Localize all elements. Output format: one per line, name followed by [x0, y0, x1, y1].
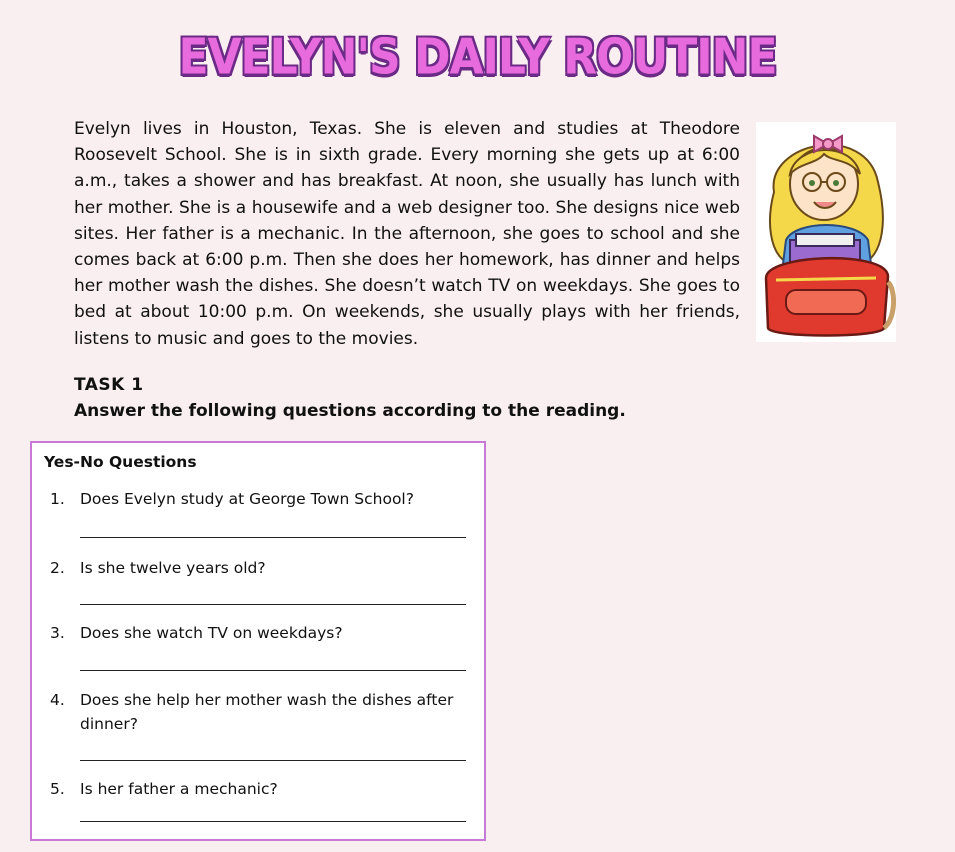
question-number: 4.: [50, 691, 65, 709]
answer-line[interactable]: [80, 537, 466, 538]
question-text: Is she twelve years old?: [80, 559, 266, 577]
question-text: Does Evelyn study at George Town School?: [80, 490, 414, 508]
reading-passage: Evelyn lives in Houston, Texas. She is eleven and studies at Theodore Roosevelt School. She is in sixth grade. Every morning she gets up at 6:00 a.m., takes a shower and has breakfast. At noon, she usually has lunch with her mother. She is a housewife and a web designer too. She designs nice web sites. Her father is a mechanic. In the afternoon, she goes to school and she comes back at 6:00 p.m. Then she does her homework, has dinner and helps her mother wash the dishes. She doesn’t watch TV on weekdays. She goes to bed at about 10:00 p.m. On weekends, she usually plays with her friends, listens to music and goes to the movies.: [74, 119, 740, 349]
question-text: Is her father a mechanic?: [80, 780, 278, 798]
questions-box-title: Yes-No Questions: [44, 453, 197, 471]
answer-line[interactable]: [80, 821, 466, 822]
answer-line[interactable]: [80, 760, 466, 761]
answer-line[interactable]: [80, 604, 466, 605]
yes-no-questions-box: [30, 441, 486, 841]
answer-line[interactable]: [80, 670, 466, 671]
girl-with-backpack-illustration: [756, 122, 896, 342]
question-number: 2.: [50, 559, 65, 577]
question-number: 3.: [50, 624, 65, 642]
task-heading: TASK 1: [74, 375, 144, 395]
question-number: 1.: [50, 490, 65, 508]
page-title: EVELYN'S DAILY ROUTINE: [178, 28, 777, 87]
question-number: 5.: [50, 780, 65, 798]
question-text: Does she watch TV on weekdays?: [80, 624, 343, 642]
question-text: Does she help her mother wash the dishes after dinner?: [80, 691, 454, 733]
girl-illustration-icon: [756, 122, 896, 342]
task-instruction: Answer the following questions according to the reading.: [74, 401, 626, 421]
